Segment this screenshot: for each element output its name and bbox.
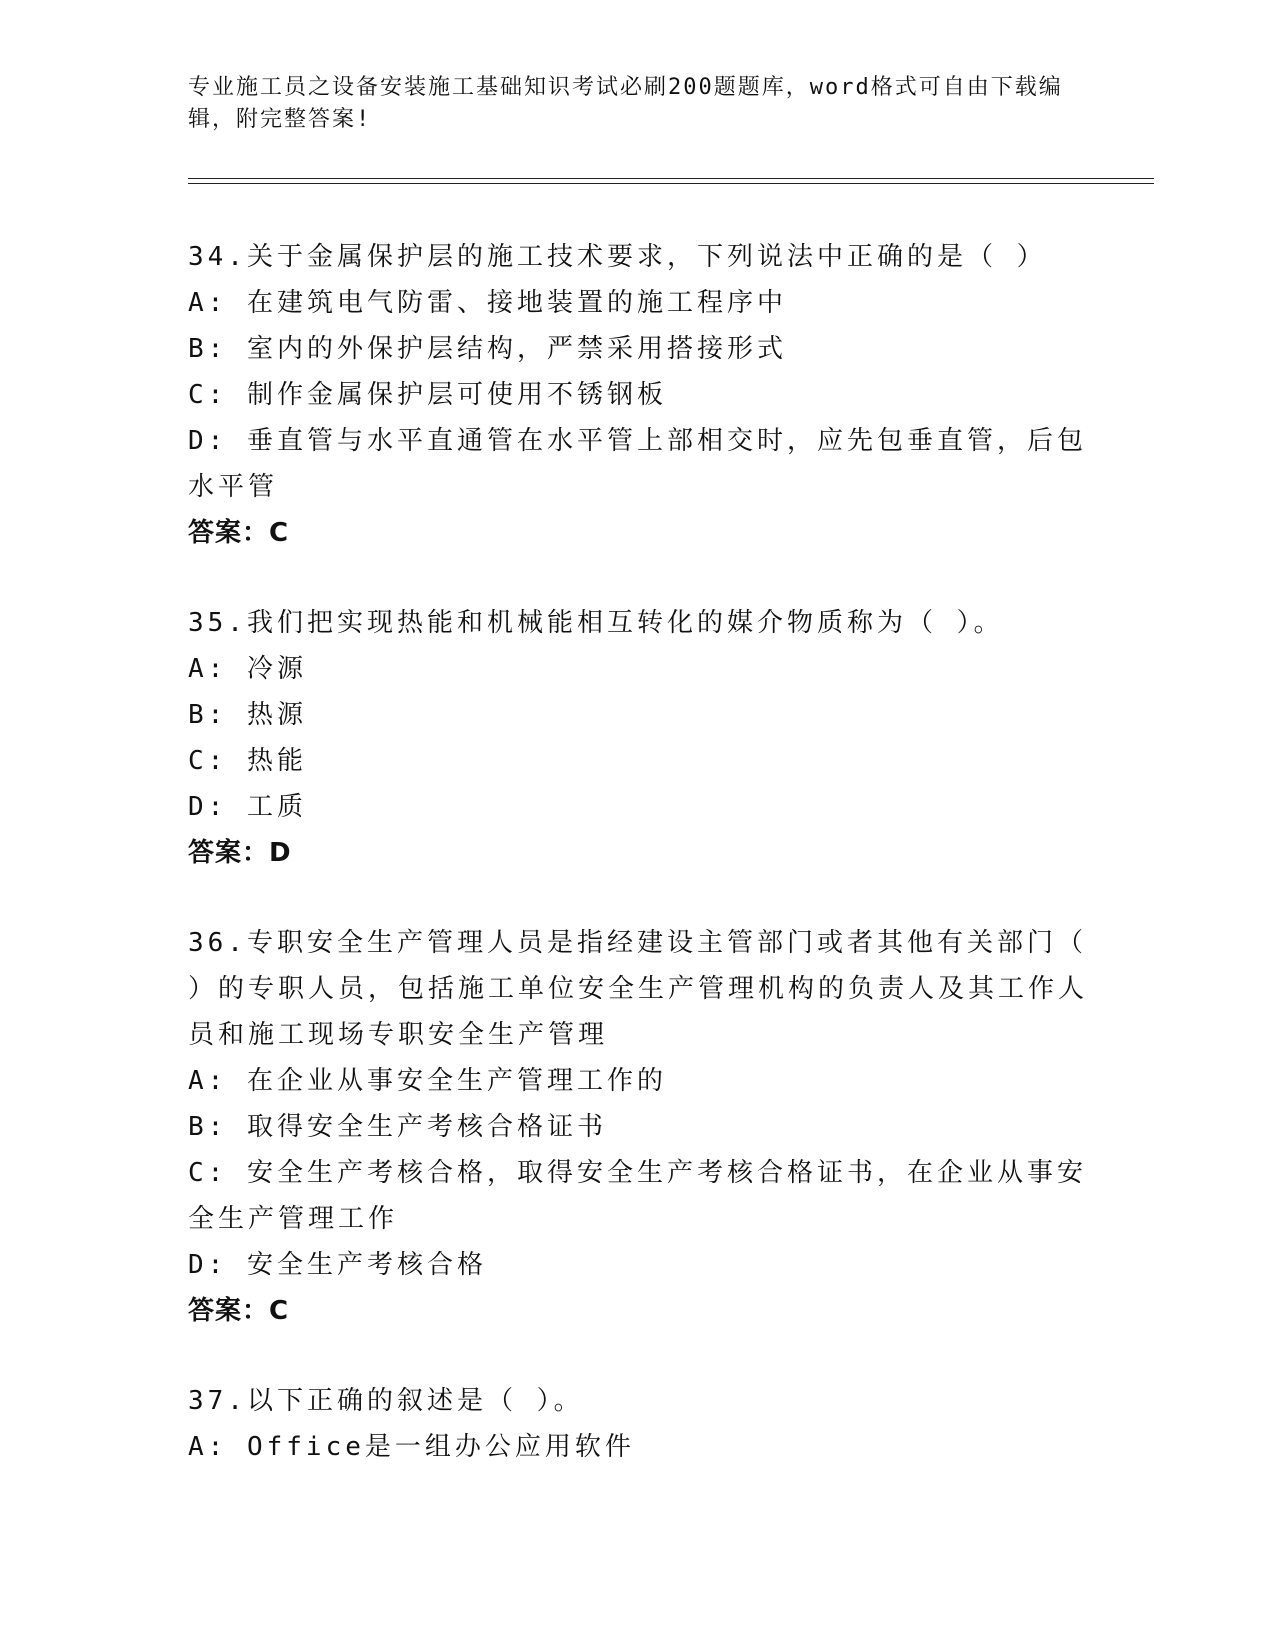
answer: 答案：C	[188, 518, 290, 548]
option-a: A: 在建筑电气防雷、接地装置的施工程序中	[188, 288, 787, 318]
question-stem: 34.关于金属保护层的施工技术要求，下列说法中正确的是（ ）	[188, 242, 1047, 272]
question-stem: 35.我们把实现热能和机械能相互转化的媒介物质称为（ ）。	[188, 608, 1004, 638]
answer: 答案：D	[188, 838, 292, 868]
question-stem: 36.专职安全生产管理人员是指经建设主管部门或者其他有关部门（ ）的专职人员，包括施工单位安全生产管理机构的负责人及其工作人员和施工现场专职安全生产管理	[188, 928, 1107, 1050]
option-c: C: 安全生产考核合格，取得安全生产考核合格证书，在企业从事安全生产管理工作	[188, 1158, 1087, 1234]
header-divider-top	[188, 178, 1154, 179]
option-b: B: 室内的外保护层结构，严禁采用搭接形式	[188, 334, 787, 364]
question-37	[188, 1378, 1088, 1470]
question-34	[188, 234, 1088, 556]
header-divider-bottom	[188, 183, 1154, 184]
option-b: B: 热源	[188, 700, 307, 730]
question-36	[188, 920, 1107, 1334]
option-a: A: 在企业从事安全生产管理工作的	[188, 1066, 667, 1096]
option-a: A: Office是一组办公应用软件	[188, 1432, 635, 1462]
option-d: D: 工质	[188, 792, 307, 822]
option-d: D: 安全生产考核合格	[188, 1250, 487, 1280]
question-stem: 37.以下正确的叙述是（ ）。	[188, 1386, 584, 1416]
option-c: C: 制作金属保护层可使用不锈钢板	[188, 380, 667, 410]
question-35	[188, 600, 1088, 876]
option-d: D: 垂直管与水平直通管在水平管上部相交时，应先包垂直管，后包水平管	[188, 426, 1087, 502]
document-header: 专业施工员之设备安装施工基础知识考试必刷200题题库，word格式可自由下载编辑，附完整答案!	[188, 75, 1063, 132]
answer: 答案：C	[188, 1296, 290, 1326]
option-c: C: 热能	[188, 746, 307, 776]
option-b: B: 取得安全生产考核合格证书	[188, 1112, 607, 1142]
option-a: A: 冷源	[188, 654, 307, 684]
